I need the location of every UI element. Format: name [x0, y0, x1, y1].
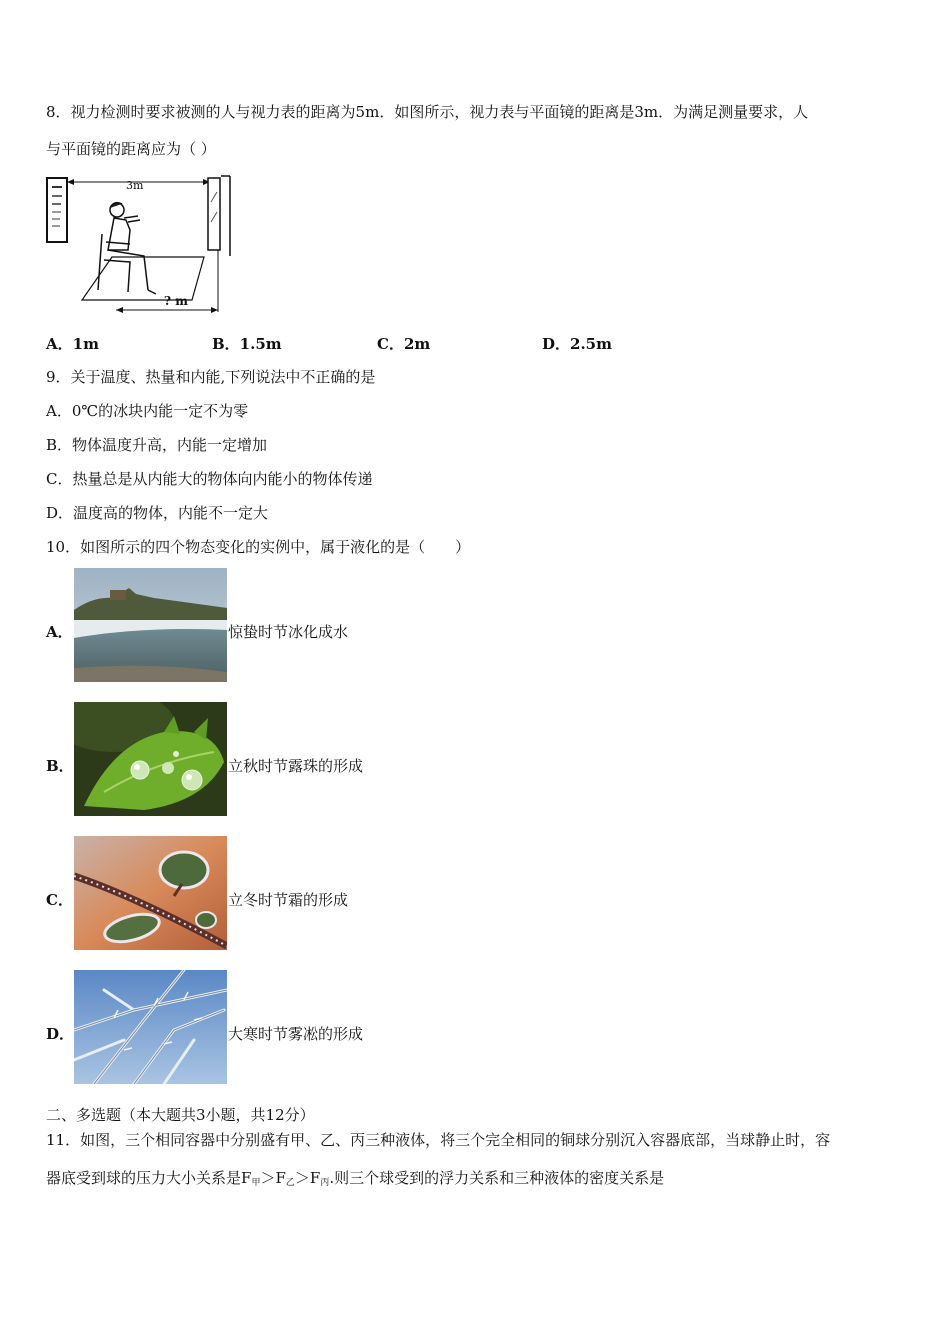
q9-option-a[interactable]: A．0℃的冰块内能一定不为零: [46, 402, 249, 420]
q8-option-a[interactable]: A．1m: [46, 335, 99, 353]
q10-option-a-label[interactable]: A．: [46, 623, 73, 641]
q11-line2-suffix: .则三个球受到的浮力关系和三种液体的密度关系是: [329, 1169, 665, 1187]
q10-option-c-photo[interactable]: [74, 836, 227, 950]
greater-than-sign: ＞: [260, 1169, 276, 1187]
q9-stem: 9．关于温度、热量和内能,下列说法中不正确的是: [46, 368, 376, 386]
bottom-distance-label: ? m: [164, 294, 188, 308]
vision-chart-icon: [47, 178, 67, 242]
q10-option-c-text: 立冬时节霜的形成: [228, 891, 349, 909]
q10-option-d-label[interactable]: D．: [46, 1025, 75, 1043]
liquid-b-subscript: 乙: [285, 1178, 295, 1188]
q10-option-b-photo[interactable]: [74, 702, 227, 816]
q8-option-c[interactable]: C．2m: [377, 335, 431, 353]
greater-than-sign: ＞: [294, 1169, 310, 1187]
force-symbol: F: [241, 1169, 252, 1187]
q9-option-b[interactable]: B．物体温度升高，内能一定增加: [46, 436, 268, 454]
q11-stem-line1: 11．如图，三个相同容器中分别盛有甲、乙、丙三种液体，将三个完全相同的铜球分别沉入容器底部，当球静止时，容: [46, 1131, 831, 1149]
q8-stem-line2: 与平面镜的距离应为（ ）: [46, 140, 216, 158]
top-distance-label: 3m: [126, 179, 144, 192]
force-symbol: F: [275, 1169, 286, 1187]
q8-options: [46, 333, 646, 353]
q10-option-d-photo[interactable]: [74, 970, 227, 1084]
q10-option-b-text: 立秋时节露珠的形成: [228, 757, 364, 775]
liquid-c-subscript: 丙: [320, 1178, 330, 1188]
force-symbol: F: [309, 1169, 321, 1187]
q10-option-a-text: 惊蛰时节冰化成水: [228, 623, 349, 641]
q10-option-c-label[interactable]: C．: [46, 891, 73, 909]
eye-test-mirror-figure: [44, 172, 240, 318]
q8-option-b[interactable]: B．1.5m: [212, 335, 282, 353]
q8-stem-line1: 8．视力检测时要求被测的人与视力表的距离为5m．如图所示，视力表与平面镜的距离是3m．为满足测量要求，人: [46, 103, 809, 121]
q10-option-b-label[interactable]: B．: [46, 757, 74, 775]
q10-stem: 10．如图所示的四个物态变化的实例中，属于液化的是（ ）: [46, 538, 471, 556]
mirror-icon: [208, 176, 230, 256]
q11-stem-line2: [46, 1168, 664, 1193]
q8-option-d[interactable]: D．2.5m: [542, 335, 612, 353]
section-2-heading: 二、多选题（本大题共3小题，共12分）: [46, 1106, 315, 1124]
q9-option-c[interactable]: C．热量总是从内能大的物体向内能小的物体传递: [46, 470, 373, 488]
q10-option-a-photo[interactable]: [74, 568, 227, 682]
q11-line2-prefix: 器底受到球的压力大小关系是: [46, 1169, 242, 1187]
liquid-a-subscript: 甲: [251, 1178, 261, 1188]
q9-option-d[interactable]: D．温度高的物体，内能不一定大: [46, 504, 269, 522]
q10-option-d-text: 大寒时节雾凇的形成: [228, 1025, 364, 1043]
